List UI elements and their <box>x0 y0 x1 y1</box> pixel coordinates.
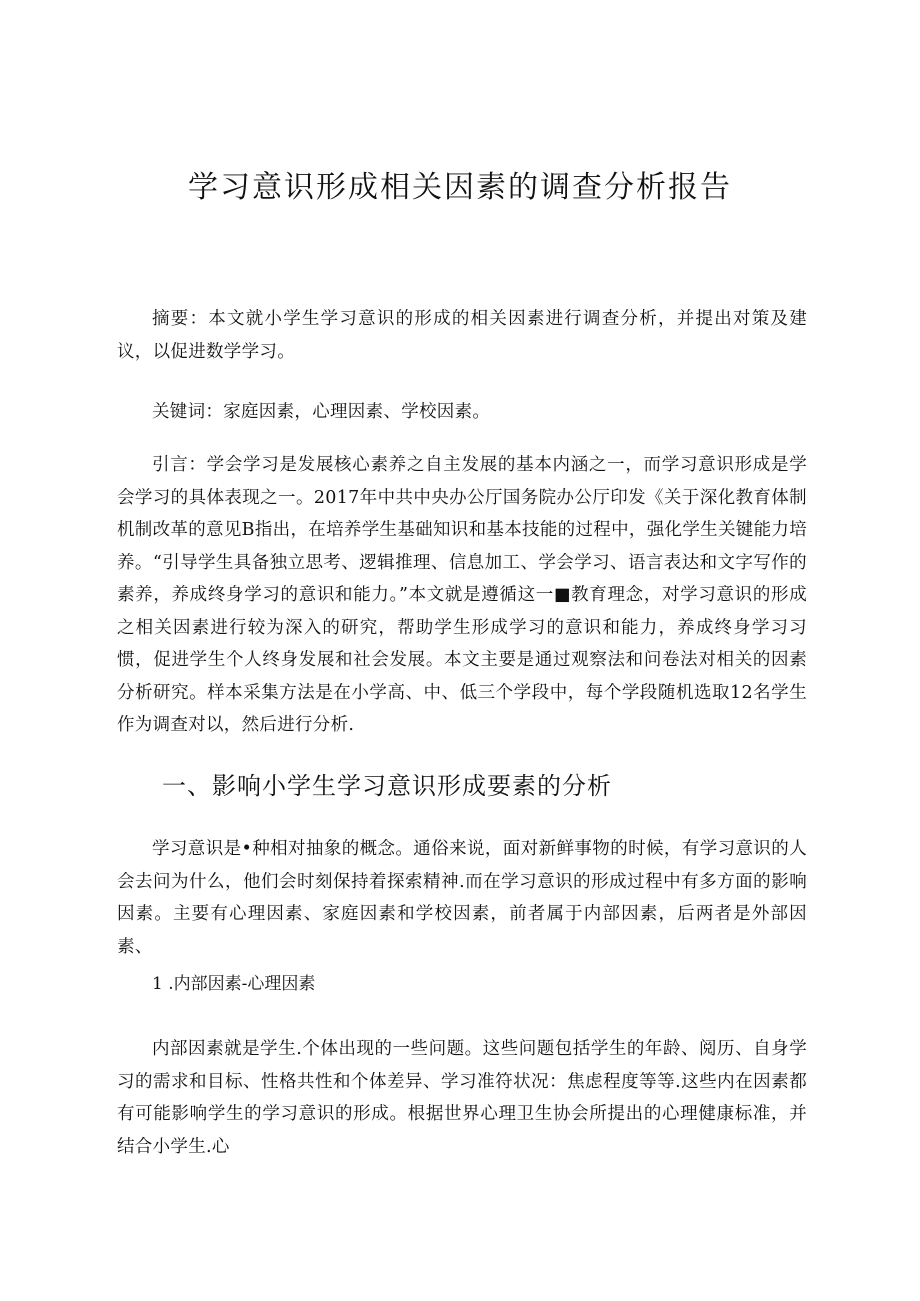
subsection-heading: 1 .内部因素-心理因素 <box>152 974 316 994</box>
abstract-paragraph: 摘要：本文就小学生学习意识的形成的相关因素进行调查分析，并提出对策及建议，以促进数学学习。 <box>117 309 807 362</box>
document-title: 学习意识形成相关因素的调查分析报告 <box>188 170 732 205</box>
section-heading: 一、影响小学生学习意识形成要素的分析 <box>162 772 612 800</box>
introduction-paragraph: 引言：学会学习是发展核心素养之自主发展的基本内涵之一，而学习意识形成是学会学习的具体表现之一。2017年中共中央办公厅国务院办公厅印发《关于深化教育体制机制改革的意见B指出，在培养学生基础知识和基本技能的过程中，强化学生关键能力培养。“引导学生具备独立思考、逻辑推理、信息加工、学会学习、语言表达和文字写作的素养，养成终身学习的意识和能力。”本文就是遵循这一■教育理念，对学习意识的形成之相关因素进行较为深入的研究，帮助学生形成学习的意识和能力，养成终身学习习惯，促进学生个人终身发展和社会发展。本文主要是通过观察法和问卷法对相关的因素分析研究。样本采集方法是在小学高、中、低三个学段中，每个学段随机选取12名学生作为调查对以，然后进行分析. <box>117 455 807 735</box>
keywords-paragraph: 关键词：家庭因素，心理因素、学校因素。 <box>152 402 491 422</box>
section-paragraph: 学习意识是•种相对抽象的概念。通俗来说，面对新鲜事物的时候，有学习意识的人会去问为什么，他们会时刻保持着探索精神.而在学习意识的形成过程中有多方面的影响因素。主要有心理因素、家庭因素和学校因素，前者属于内部因素，后两者是外部因素、 <box>117 839 807 957</box>
subsection-paragraph: 内部因素就是学生.个体出现的一些问题。这些问题包括学生的年龄、阅历、自身学习的需求和目标、性格共性和个体差异、学习准符状况：焦虑程度等等.这些内在因素都有可能影响学生的学习意识的形成。根据世界心理卫生协会所提出的心理健康标准，并结合小学生.心 <box>117 1039 807 1157</box>
